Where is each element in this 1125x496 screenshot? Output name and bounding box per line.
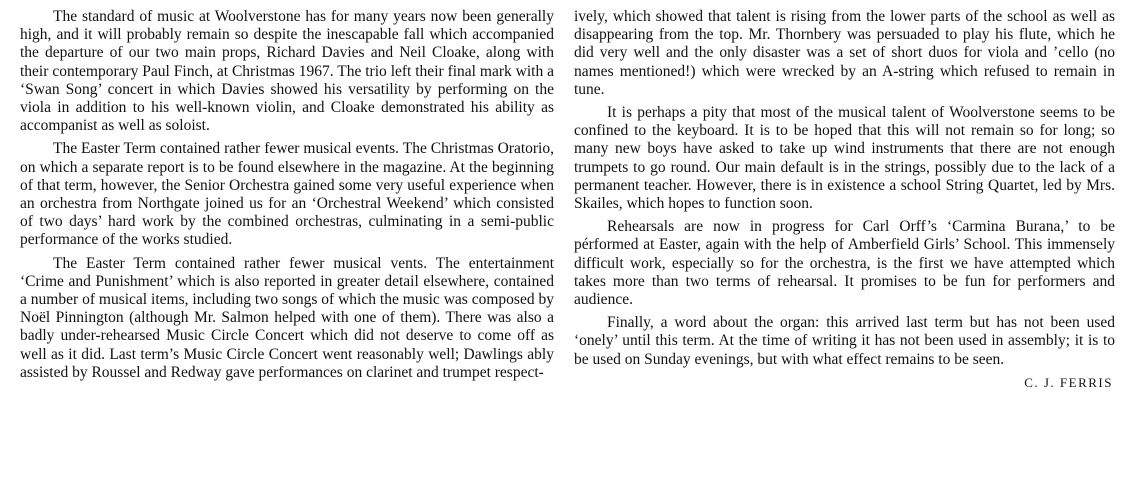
paragraph: The Easter Term contained rather fewer musical events. The Christmas Oratorio, on which a separate report is to be found elsewhere in the magazine. At the beginning of that term, however, the Senior Orchestra gained some very useful experience when an orchestra from Northgate joined us for an ‘Orchestral Weekend’ which consisted of two days’ hard work by the combined orchestras, culminating in a semi-public performance of the works studied. [20, 140, 554, 249]
paragraph: Rehearsals are now in progress for Carl Orff’s ‘Carmina Burana,’ to be pérformed at Easter, again with the help of Amberfield Girls’ School. This immensely difficult work, especially so for the orchestra, is the first we have attempted which takes more than two terms of rehearsal. It promises to be fun for performers and audience. [574, 218, 1115, 309]
paragraph: The Easter Term contained rather fewer musical vents. The entertainment ‘Crime and Punishment’ which is also reported in greater detail elsewhere, contained a number of musical items, including two songs of which the music was composed by Noël Pinnington (although Mr. Salmon helped with one of them). There was also a badly under-rehearsed Music Circle Concert which did not deserve to come off as well as it did. Last term’s Music Circle Concert went reasonably well; Dawlings ably assisted by Roussel and Redway gave performances on clarinet and trumpet respect- [20, 254, 554, 381]
author-signature: C. J. FERRIS [1024, 374, 1113, 390]
right-column [574, 8, 1115, 496]
paragraph: The standard of music at Woolverstone has for many years now been generally high, and it will probably remain so despite the inescapable fall which accompanied the departure of our two main props, Richard Davies and Neil Cloake, along with their contemporary Paul Finch, at Christmas 1967. The trio left their final mark with a ‘Swan Song’ concert in which Davies showed his versatility by performing on the viola in addition to his well-known violin, and Cloake demonstrated his ability as accompanist as well as soloist. [20, 8, 554, 135]
paragraph-continuation: ively, which showed that talent is rising from the lower parts of the school as well as disappearing from the top. Mr. Thornbery was persuaded to play his flute, which he did very well and the only disaster was a set of short duos for viola and ’cello (no names mentioned!) which were wrecked by an A-string which refused to remain in tune. [574, 8, 1115, 98]
left-column [20, 8, 554, 496]
paragraph: Finally, a word about the organ: this arrived last term but has not been used ‘onely’ until this term. At the time of writing it has not been used in assembly; it is to be used on Sunday evenings, but with what effect remains to be seen. [574, 314, 1115, 368]
paragraph: It is perhaps a pity that most of the musical talent of Woolverstone seems to be confined to the keyboard. It is to be hoped that this will not remain so for long; so many new boys have asked to take up wind instruments that there are not enough trumpets to go round. Our main default is in the strings, possibly due to the lack of a permanent teacher. However, there is in existence a school String Quartet, led by Mrs. Skailes, which hopes to function soon. [574, 104, 1115, 213]
